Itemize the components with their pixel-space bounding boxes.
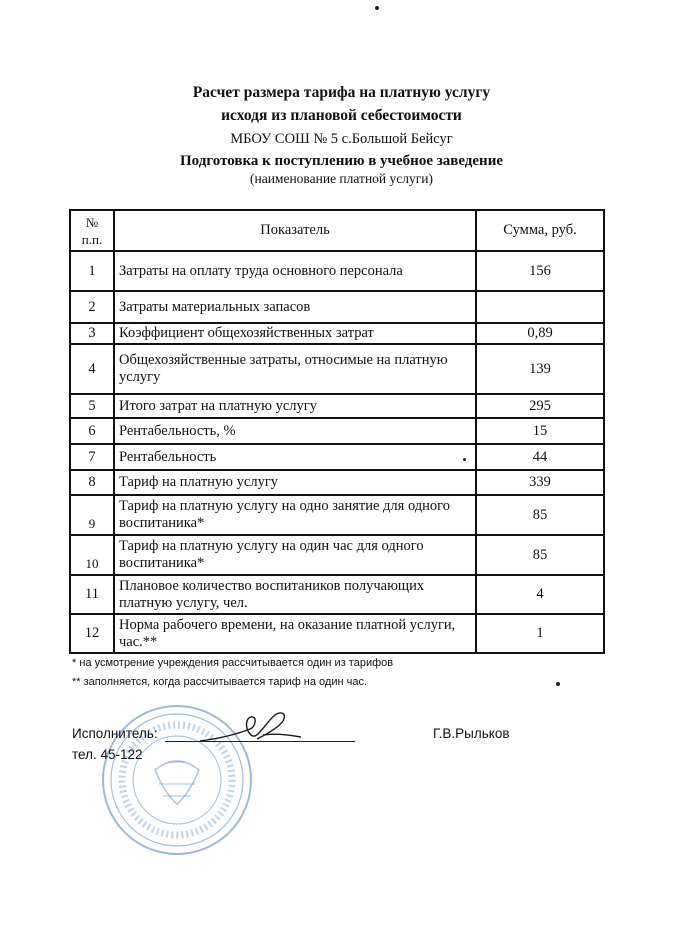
row-sum: 139 — [476, 344, 604, 394]
footnote-2: ** заполняется, когда рассчитывается тариф на один час. — [72, 676, 368, 688]
row-num: 7 — [70, 444, 114, 470]
row-sum: 1 — [476, 614, 604, 653]
footnote-1: * на усмотрение учреждения рассчитывается один из тарифов — [72, 657, 394, 669]
signature-line — [165, 741, 355, 742]
row-indicator: Затраты на оплату труда основного персонала — [114, 251, 476, 291]
row-num: 5 — [70, 394, 114, 418]
table-row — [70, 444, 604, 470]
row-num: 2 — [70, 291, 114, 323]
table-row — [70, 251, 604, 291]
row-indicator: Тариф на платную услугу на одно занятие для одного воспитаника* — [114, 495, 476, 535]
row-indicator: Тариф на платную услугу на один час для одного воспитаника* — [114, 535, 476, 575]
phone-number: тел. 45-122 — [72, 747, 143, 762]
row-num: 10 — [70, 535, 114, 575]
doc-title-line1: Расчет размера тарифа на платную услугу — [192, 84, 491, 101]
row-indicator: Плановое количество воспитаников получающих платную услугу, чел. — [114, 575, 476, 614]
row-num: 6 — [70, 418, 114, 444]
header-indicator: Показатель — [114, 210, 476, 251]
row-num: 12 — [70, 614, 114, 653]
table-row — [70, 575, 604, 614]
executor-label: Исполнитель: — [72, 726, 158, 741]
table-row — [70, 495, 604, 535]
table-header-row — [70, 210, 604, 251]
row-indicator: Рентабельность, % — [114, 418, 476, 444]
speck — [463, 458, 466, 461]
row-sum: 85 — [476, 495, 604, 535]
row-sum — [476, 291, 604, 323]
row-sum: 295 — [476, 394, 604, 418]
table-row — [70, 470, 604, 495]
row-num: 8 — [70, 470, 114, 495]
tariff-table — [69, 209, 605, 654]
header-num: № п.п. — [70, 210, 114, 251]
row-num: 1 — [70, 251, 114, 291]
header-sum: Сумма, руб. — [476, 210, 604, 251]
row-indicator: Норма рабочего времени, на оказание платной услуги, час.** — [114, 614, 476, 653]
doc-title-line2: исходя из плановой себестоимости — [221, 107, 462, 124]
row-sum: 4 — [476, 575, 604, 614]
row-indicator: Рентабельность — [114, 444, 476, 470]
row-indicator: Коэффициент общехозяйственных затрат — [114, 323, 476, 344]
row-indicator: Итого затрат на платную услугу — [114, 394, 476, 418]
table-row — [70, 323, 604, 344]
speck — [556, 682, 560, 686]
row-sum: 15 — [476, 418, 604, 444]
row-sum: 85 — [476, 535, 604, 575]
row-sum: 156 — [476, 251, 604, 291]
organization-name: МБОУ СОШ № 5 с.Большой Бейсуг — [230, 131, 453, 147]
row-indicator: Тариф на платную услугу — [114, 470, 476, 495]
row-sum: 44 — [476, 444, 604, 470]
table-row — [70, 344, 604, 394]
table-row — [70, 394, 604, 418]
executor-name: Г.В.Рыльков — [433, 726, 510, 741]
table-row — [70, 535, 604, 575]
row-sum: 339 — [476, 470, 604, 495]
row-num: 3 — [70, 323, 114, 344]
row-num: 9 — [70, 495, 114, 535]
row-num: 11 — [70, 575, 114, 614]
row-indicator: Затраты материальных запасов — [114, 291, 476, 323]
speck — [375, 6, 379, 10]
row-sum: 0,89 — [476, 323, 604, 344]
table-row — [70, 614, 604, 653]
signature-scribble — [195, 705, 305, 750]
table-row — [70, 418, 604, 444]
row-indicator: Общехозяйственные затраты, относимые на платную услугу — [114, 344, 476, 394]
service-name: Подготовка к поступлению в учебное заведение — [180, 153, 503, 169]
service-caption: (наименование платной услуги) — [249, 171, 433, 186]
row-num: 4 — [70, 344, 114, 394]
table-row — [70, 291, 604, 323]
